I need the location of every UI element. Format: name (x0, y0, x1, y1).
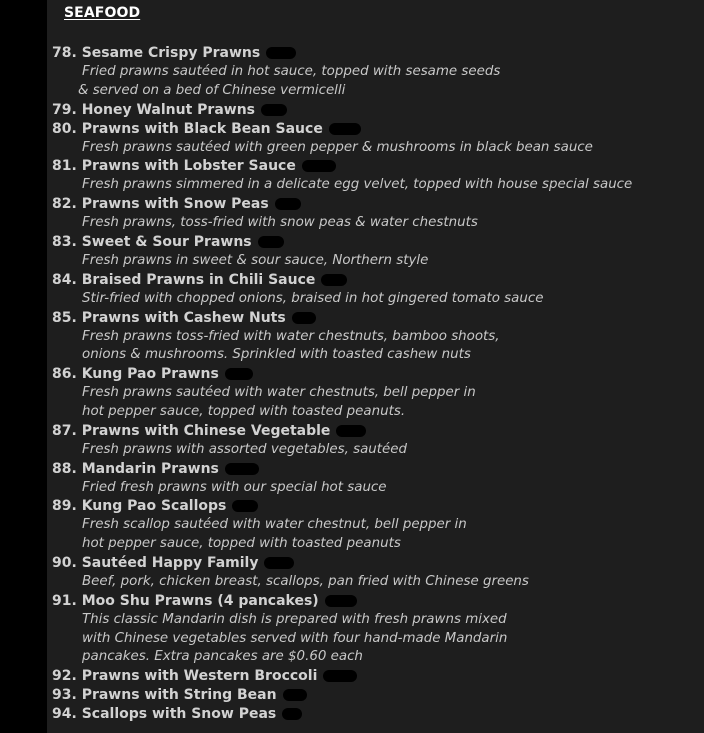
menu-item-title (52, 460, 692, 479)
menu-item (52, 120, 692, 158)
menu-item-title (52, 233, 692, 252)
menu-item-name: Mandarin Prawns (81, 460, 219, 477)
menu-item-number: 89. (52, 498, 77, 515)
menu-item (52, 195, 692, 233)
redaction-mark (225, 368, 253, 380)
menu-item-name: Prawns with Snow Peas (81, 196, 269, 213)
menu-item (52, 365, 692, 422)
menu-item (52, 460, 692, 498)
menu-item-description (52, 611, 692, 667)
menu-item-number: 86. (52, 366, 77, 383)
description-line: This classic Mandarin dish is prepared with fresh prawns mixed (82, 611, 507, 627)
redaction-mark (283, 689, 307, 701)
menu-item-description (52, 328, 692, 366)
menu-item (52, 233, 692, 271)
menu-item-number: 92. (52, 668, 77, 685)
description-line: Fresh prawns with assorted vegetables, sautéed (82, 441, 408, 457)
menu-item (52, 592, 692, 667)
menu-item (52, 44, 692, 101)
description-line: Fried fresh prawns with our special hot sauce (82, 479, 387, 495)
menu-item (52, 667, 692, 686)
menu-item-name: Prawns with Chinese Vegetable (81, 422, 331, 439)
menu-item-number: 93. (52, 687, 77, 704)
redaction-mark (275, 198, 301, 210)
description-line: with Chinese vegetables served with four hand-made Mandarin (82, 630, 508, 646)
menu-item-description (52, 479, 692, 498)
menu-item-number: 94. (52, 706, 77, 723)
redaction-mark (282, 708, 302, 720)
menu-item-description (52, 384, 692, 422)
menu-item-number: 78. (52, 45, 77, 61)
menu-item-name: Kung Pao Prawns (81, 366, 219, 383)
redaction-mark (261, 104, 287, 116)
menu-list (52, 44, 692, 724)
menu-item-name: Sweet & Sour Prawns (81, 233, 252, 250)
menu-item-name: Braised Prawns in Chili Sauce (81, 271, 316, 288)
redaction-mark (232, 500, 258, 512)
menu-item (52, 157, 692, 195)
menu-item-title (52, 271, 692, 290)
menu-item-title (52, 686, 692, 705)
menu-item-name: Prawns with Western Broccoli (81, 668, 318, 685)
menu-item-name: Prawns with Lobster Sauce (81, 158, 296, 175)
menu-item-number: 84. (52, 271, 77, 288)
menu-item-name: Scallops with Snow Peas (81, 706, 277, 723)
description-line: Fresh prawns sautéed with green pepper & mushrooms in black bean sauce (82, 139, 593, 155)
redaction-mark (325, 595, 357, 607)
description-line: Stir-fried with chopped onions, braised in hot gingered tomato sauce (82, 290, 544, 306)
redaction-mark (266, 47, 296, 59)
menu-item-description (52, 573, 692, 592)
menu-item-description (52, 63, 692, 101)
menu-item-title (52, 120, 692, 139)
menu-item-title (52, 44, 692, 63)
menu-item (52, 101, 692, 120)
menu-item-title (52, 497, 692, 516)
menu-item-title (52, 667, 692, 686)
menu-item-number: 83. (52, 233, 77, 250)
description-line: hot pepper sauce, topped with toasted peanuts (82, 536, 401, 552)
redaction-mark (302, 160, 336, 172)
redaction-mark (292, 312, 316, 324)
menu-item-title (52, 365, 692, 384)
redaction-mark (264, 557, 294, 569)
menu-item-number: 85. (52, 309, 77, 326)
menu-item-title (52, 592, 692, 611)
menu-item-description (52, 176, 692, 195)
redaction-mark (258, 236, 284, 248)
menu-item-name: Prawns with String Bean (81, 687, 277, 704)
description-line: Fresh prawns sautéed with water chestnuts, bell pepper in (82, 385, 476, 401)
description-line: onions & mushrooms. Sprinkled with toasted cashew nuts (82, 347, 471, 363)
menu-item-number: 88. (52, 460, 77, 477)
menu-item-description (52, 139, 692, 158)
menu-item-number: 82. (52, 196, 77, 213)
menu-item-title (52, 309, 692, 328)
redaction-mark (329, 123, 361, 135)
menu-item-title (52, 705, 692, 724)
menu-item (52, 422, 692, 460)
menu-item-title (52, 195, 692, 214)
menu-item (52, 705, 692, 724)
description-line: Fresh prawns toss-fried with water chestnuts, bamboo shoots, (82, 328, 500, 344)
menu-item-number: 80. (52, 120, 77, 137)
menu-item-number: 90. (52, 554, 77, 571)
description-line: Fried prawns sautéed in hot sauce, topped with sesame seeds (82, 64, 501, 79)
menu-item-description (52, 214, 692, 233)
menu-item-name: Sesame Crispy Prawns (81, 45, 261, 61)
menu-item-name: Prawns with Black Bean Sauce (81, 120, 323, 137)
description-line: Beef, pork, chicken breast, scallops, pan fried with Chinese greens (82, 573, 529, 589)
menu-item (52, 686, 692, 705)
section-title: SEAFOOD (64, 5, 141, 21)
menu-item-title (52, 554, 692, 573)
description-line: pancakes. Extra pancakes are $0.60 each (82, 649, 363, 665)
menu-item-name: Moo Shu Prawns (4 pancakes) (81, 592, 319, 609)
menu-item (52, 497, 692, 554)
menu-item-title (52, 101, 692, 120)
menu-item-description (52, 290, 692, 309)
menu-item-title (52, 422, 692, 441)
menu-item (52, 309, 692, 366)
menu-item-name: Prawns with Cashew Nuts (81, 309, 286, 326)
menu-item-description (52, 516, 692, 554)
menu-item-description (52, 252, 692, 271)
description-line: Fresh scallop sautéed with water chestnut, bell pepper in (82, 517, 467, 533)
menu-item (52, 271, 692, 309)
redaction-mark (225, 463, 259, 475)
description-line: Fresh prawns in sweet & sour sauce, Northern style (82, 252, 429, 268)
menu-item-name: Sautéed Happy Family (81, 554, 259, 571)
description-line: Fresh prawns simmered in a delicate egg velvet, topped with house special sauce (82, 177, 633, 193)
menu-item-description (52, 441, 692, 460)
menu-item-number: 91. (52, 592, 77, 609)
menu-item-name: Kung Pao Scallops (81, 498, 227, 515)
redaction-mark (323, 670, 357, 682)
redaction-mark (321, 274, 347, 286)
menu-item-number: 79. (52, 101, 77, 118)
description-line: Fresh prawns, toss-fried with snow peas & water chestnuts (82, 215, 478, 231)
menu-item-number: 81. (52, 158, 77, 175)
menu-item (52, 554, 692, 592)
description-line: hot pepper sauce, topped with toasted peanuts. (82, 403, 406, 419)
redaction-mark (336, 425, 366, 437)
menu-item-title (52, 157, 692, 176)
menu-item-number: 87. (52, 422, 77, 439)
description-line: & served on a bed of Chinese vermicelli (78, 82, 346, 98)
menu-item-name: Honey Walnut Prawns (81, 101, 256, 118)
